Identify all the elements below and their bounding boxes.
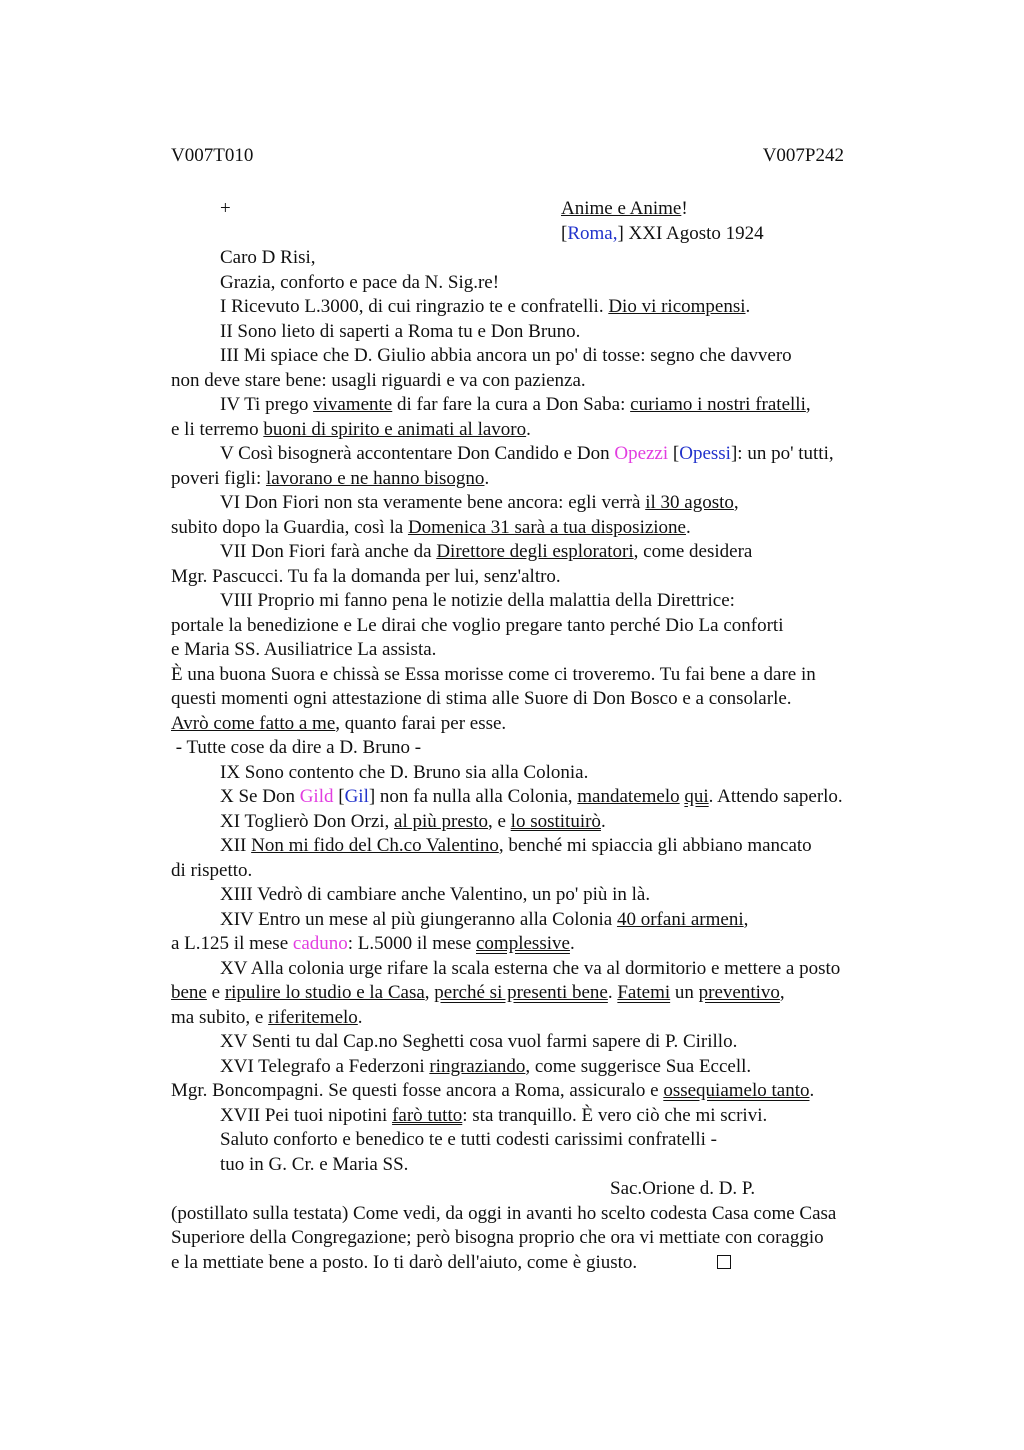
end-mark-square-icon	[717, 1255, 731, 1269]
point-7-line-2: Mgr. Pascucci. Tu fa la domanda per lui, senz'altro.	[171, 565, 561, 587]
point-15-line-3: ma subito, e riferitemelo.	[171, 1006, 363, 1028]
point-8-line-1: VIII Proprio mi fanno pena le notizie della malattia della Direttrice:	[220, 590, 735, 611]
blessing: Grazia, conforto e pace da N. Sig.re!	[220, 271, 500, 293]
point-1: I Ricevuto L.3000, di cui ringrazio te e confratelli. Dio vi ricompensi.	[220, 296, 751, 317]
point-4-line-2: e li terremo buoni di spirito e animati al lavoro.	[171, 418, 531, 440]
archive-code-left: V007T010	[171, 145, 254, 166]
point-14-line-2: a L.125 il mese caduno: L.5000 il mese complessive.	[171, 933, 575, 954]
heading-row-1	[171, 197, 911, 222]
point-5-line-1: V Così bisognerà accontentare Don Candido e Don Opezzi [Opessi]: un po' tutti,	[220, 443, 834, 464]
letter-page	[171, 145, 911, 1275]
letter-date: [Roma,] XXI Agosto 1924	[561, 222, 764, 244]
point-13: XIII Vedrò di cambiare anche Valentino, un po' più in là.	[220, 884, 651, 905]
postscript-line-1: (postillato sulla testata) Come vedi, da oggi in avanti ho scelto codesta Casa come Casa	[171, 1202, 837, 1224]
archive-code-right: V007P242	[762, 145, 844, 166]
point-8-line-4: È una buona Suora e chissà se Essa morisse come ci troveremo. Tu fai bene a dare in	[171, 663, 816, 685]
greeting: Caro D Risi,	[220, 247, 316, 268]
point-4-line-1: IV Ti prego vivamente di far fare la cura a Don Saba: curiamo i nostri fratelli,	[220, 394, 811, 415]
point-11: XI Toglierò Don Orzi, al più presto, e lo sostituirò.	[220, 810, 606, 832]
point-12-line-1: XII Non mi fido del Ch.co Valentino, benché mi spiaccia gli abbiano mancato	[220, 835, 812, 856]
point-16: XV Senti tu dal Cap.no Seghetti cosa vuol farmi sapere di P. Cirillo.	[220, 1031, 738, 1052]
point-18: XVII Pei tuoi nipotini farò tutto: sta tranquillo. È vero ciò che mi scrivi.	[220, 1104, 768, 1126]
point-3-line-1: III Mi spiace che D. Giulio abbia ancora un po' di tosse: segno che davvero	[220, 345, 792, 366]
point-17-line-2: Mgr. Boncompagni. Se questi fosse ancora a Roma, assicuralo e ossequiamelo tanto.	[171, 1080, 815, 1101]
signature: Sac.Orione d. D. P.	[610, 1178, 756, 1199]
point-15-line-1: XV Alla colonia urge rifare la scala esterna che va al dormitorio e mettere a posto	[220, 957, 841, 979]
point-14-line-1: XIV Entro un mese al più giungeranno alla Colonia 40 orfani armeni,	[220, 908, 749, 930]
point-10: X Se Don Gild [Gil] non fa nulla alla Colonia, mandatemelo qui. Attendo saperlo.	[220, 786, 843, 807]
postscript-line-2: Superiore della Congregazione; però bisogna proprio che ora vi mettiate con coraggio	[171, 1227, 824, 1248]
point-5-line-2: poveri figli: lavorano e ne hanno bisogno.	[171, 467, 490, 489]
point-6-line-1: VI Don Fiori non sta veramente bene ancora: egli verrà il 30 agosto,	[220, 492, 739, 513]
point-3-line-2: non deve stare bene: usagli riguardi e va con pazienza.	[171, 369, 586, 391]
heading-row-2	[171, 222, 911, 247]
archive-header	[171, 145, 911, 171]
point-17-line-1: XVI Telegrafo a Federzoni ringraziando, come suggerisce Sua Eccell.	[220, 1055, 752, 1077]
letter-title: Anime e Anime!	[561, 198, 688, 219]
closing-line-2: tuo in G. Cr. e Maria SS.	[220, 1153, 409, 1175]
point-12-line-2: di rispetto.	[171, 859, 253, 881]
point-8-line-2: portale la benedizione e Le dirai che voglio pregare tanto perché Dio La conforti	[171, 614, 784, 636]
closing-line-1: Saluto conforto e benedico te e tutti codesti carissimi confratelli -	[220, 1129, 718, 1150]
point-2: II Sono lieto di saperti a Roma tu e Don Bruno.	[220, 320, 581, 342]
point-7-line-1: VII Don Fiori farà anche da Direttore degli esploratori, come desidera	[220, 541, 753, 562]
cross-symbol: +	[220, 198, 231, 219]
postscript-line-3: e la mettiate bene a posto. Io ti darò dell'aiuto, come è giusto.	[171, 1251, 911, 1276]
point-15-line-2: bene e ripulire lo studio e la Casa, perché si presenti bene. Fatemi un preventivo,	[171, 982, 785, 1003]
point-6-line-2: subito dopo la Guardia, così la Domenica 31 sarà a tua disposizione.	[171, 516, 691, 538]
point-9: IX Sono contento che D. Bruno sia alla Colonia.	[220, 761, 589, 783]
point-8-line-3: e Maria SS. Ausiliatrice La assista.	[171, 639, 437, 660]
point-8-line-6: Avrò come fatto a me, quanto farai per esse.	[171, 712, 507, 734]
point-8-line-5: questi momenti ogni attestazione di stima alle Suore di Don Bosco e a consolarle.	[171, 688, 792, 709]
note-bruno: - Tutte cose da dire a D. Bruno -	[171, 737, 422, 758]
